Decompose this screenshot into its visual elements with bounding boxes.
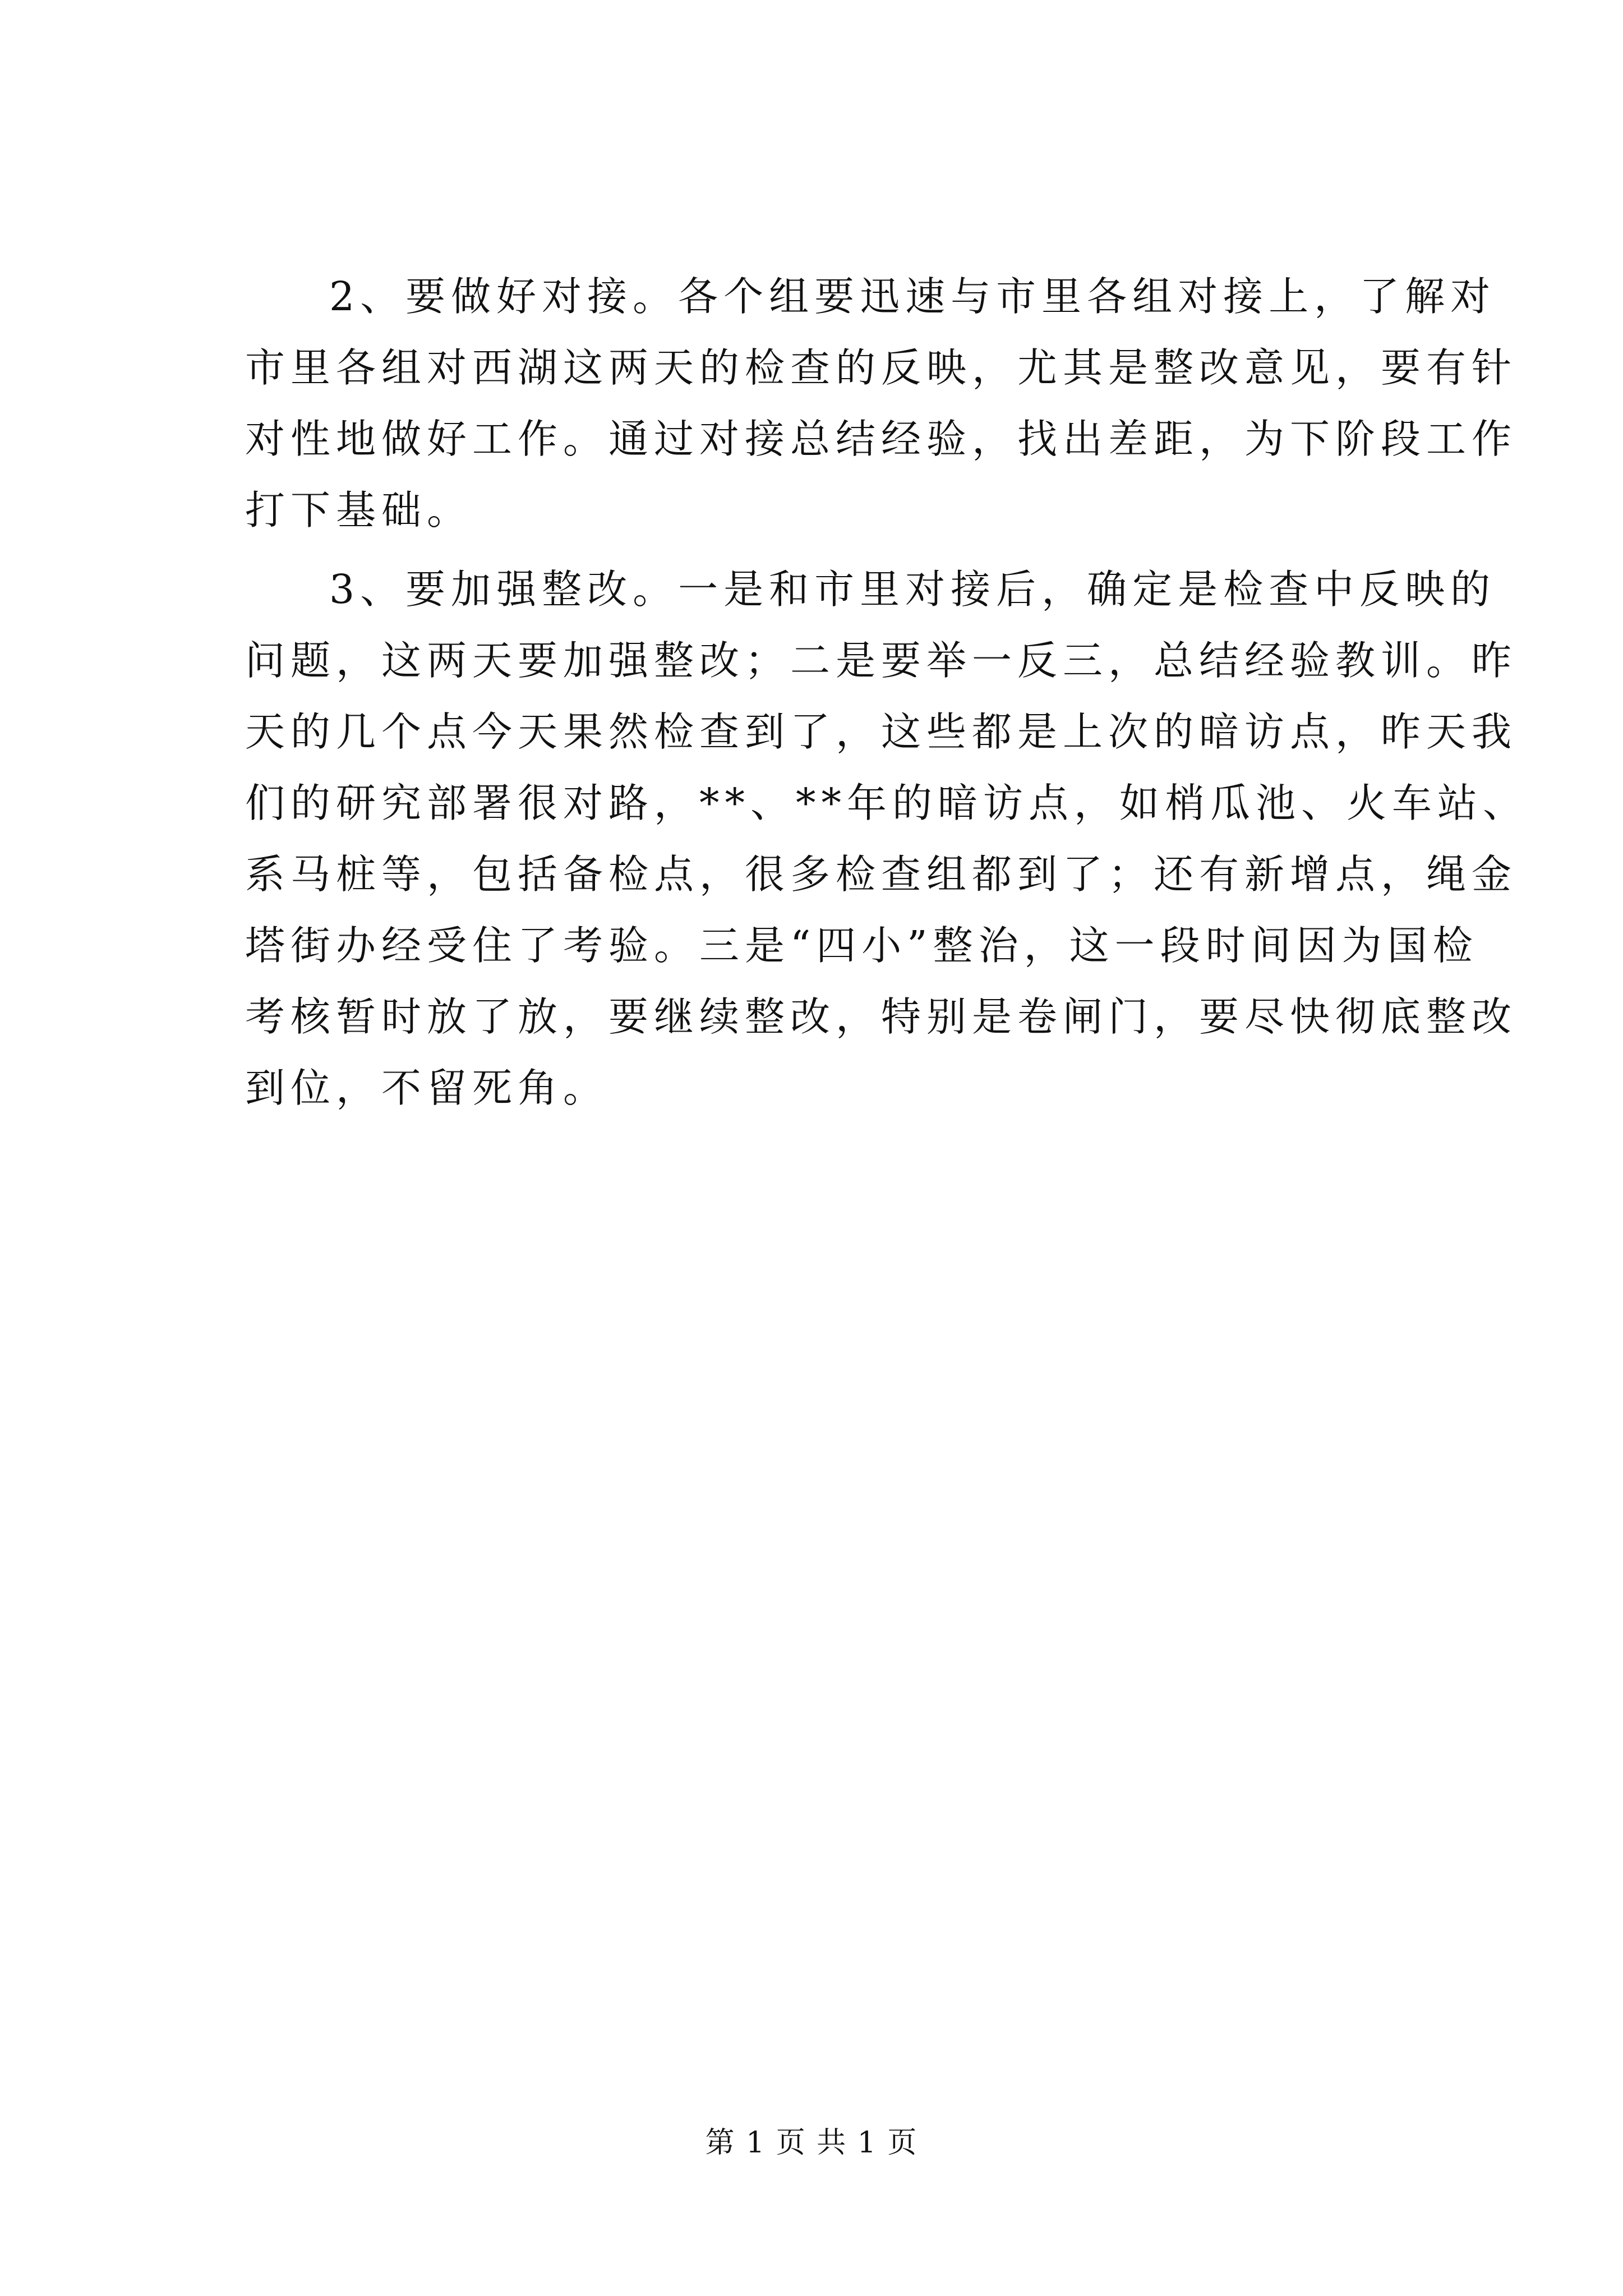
- page-number-label: 第 1 页 共 1 页: [705, 2126, 918, 2160]
- paragraph-line: 们的研究部署很对路，**、**年的暗访点，如梢瓜池、火车站、: [245, 780, 1529, 826]
- paragraph-line: 系马桩等，包括备检点，很多检查组都到了；还有新增点，绳金: [245, 851, 1518, 898]
- paragraph-gap: [245, 546, 1423, 554]
- paragraph-line: 2、要做好对接。各个组要迅速与市里各组对接上，了解对: [329, 273, 1496, 320]
- paragraph-2: [245, 261, 1518, 546]
- paragraph-line: 塔街办经受住了考验。三是“四小”整治，这一段时间因为国检: [245, 922, 1478, 969]
- paragraph-line: 问题，这两天要加强整改；二是要举一反三，总结经验教训。昨: [245, 637, 1518, 684]
- paragraph-line: 对性地做好工作。通过对接总结经验，找出差距，为下阶段工作: [245, 416, 1518, 462]
- paragraph-line: 天的几个点今天果然检查到了，这些都是上次的暗访点，昨天我: [245, 708, 1518, 755]
- page-footer: [0, 2120, 1623, 2165]
- paragraph-line: 3、要加强整改。一是和市里对接后，确定是检查中反映的: [329, 566, 1496, 613]
- paragraph-line: 市里各组对西湖这两天的检查的反映，尤其是整改意见，要有针: [245, 344, 1518, 391]
- document-body: [245, 261, 1529, 1124]
- paragraph-line: 到位，不留死角。: [245, 1065, 609, 1111]
- paragraph-line: 打下基础。: [245, 487, 473, 533]
- paragraph-line: 考核暂时放了放，要继续整改，特别是卷闸门，要尽快彻底整改: [245, 993, 1518, 1040]
- paragraph-3: [245, 554, 1529, 1124]
